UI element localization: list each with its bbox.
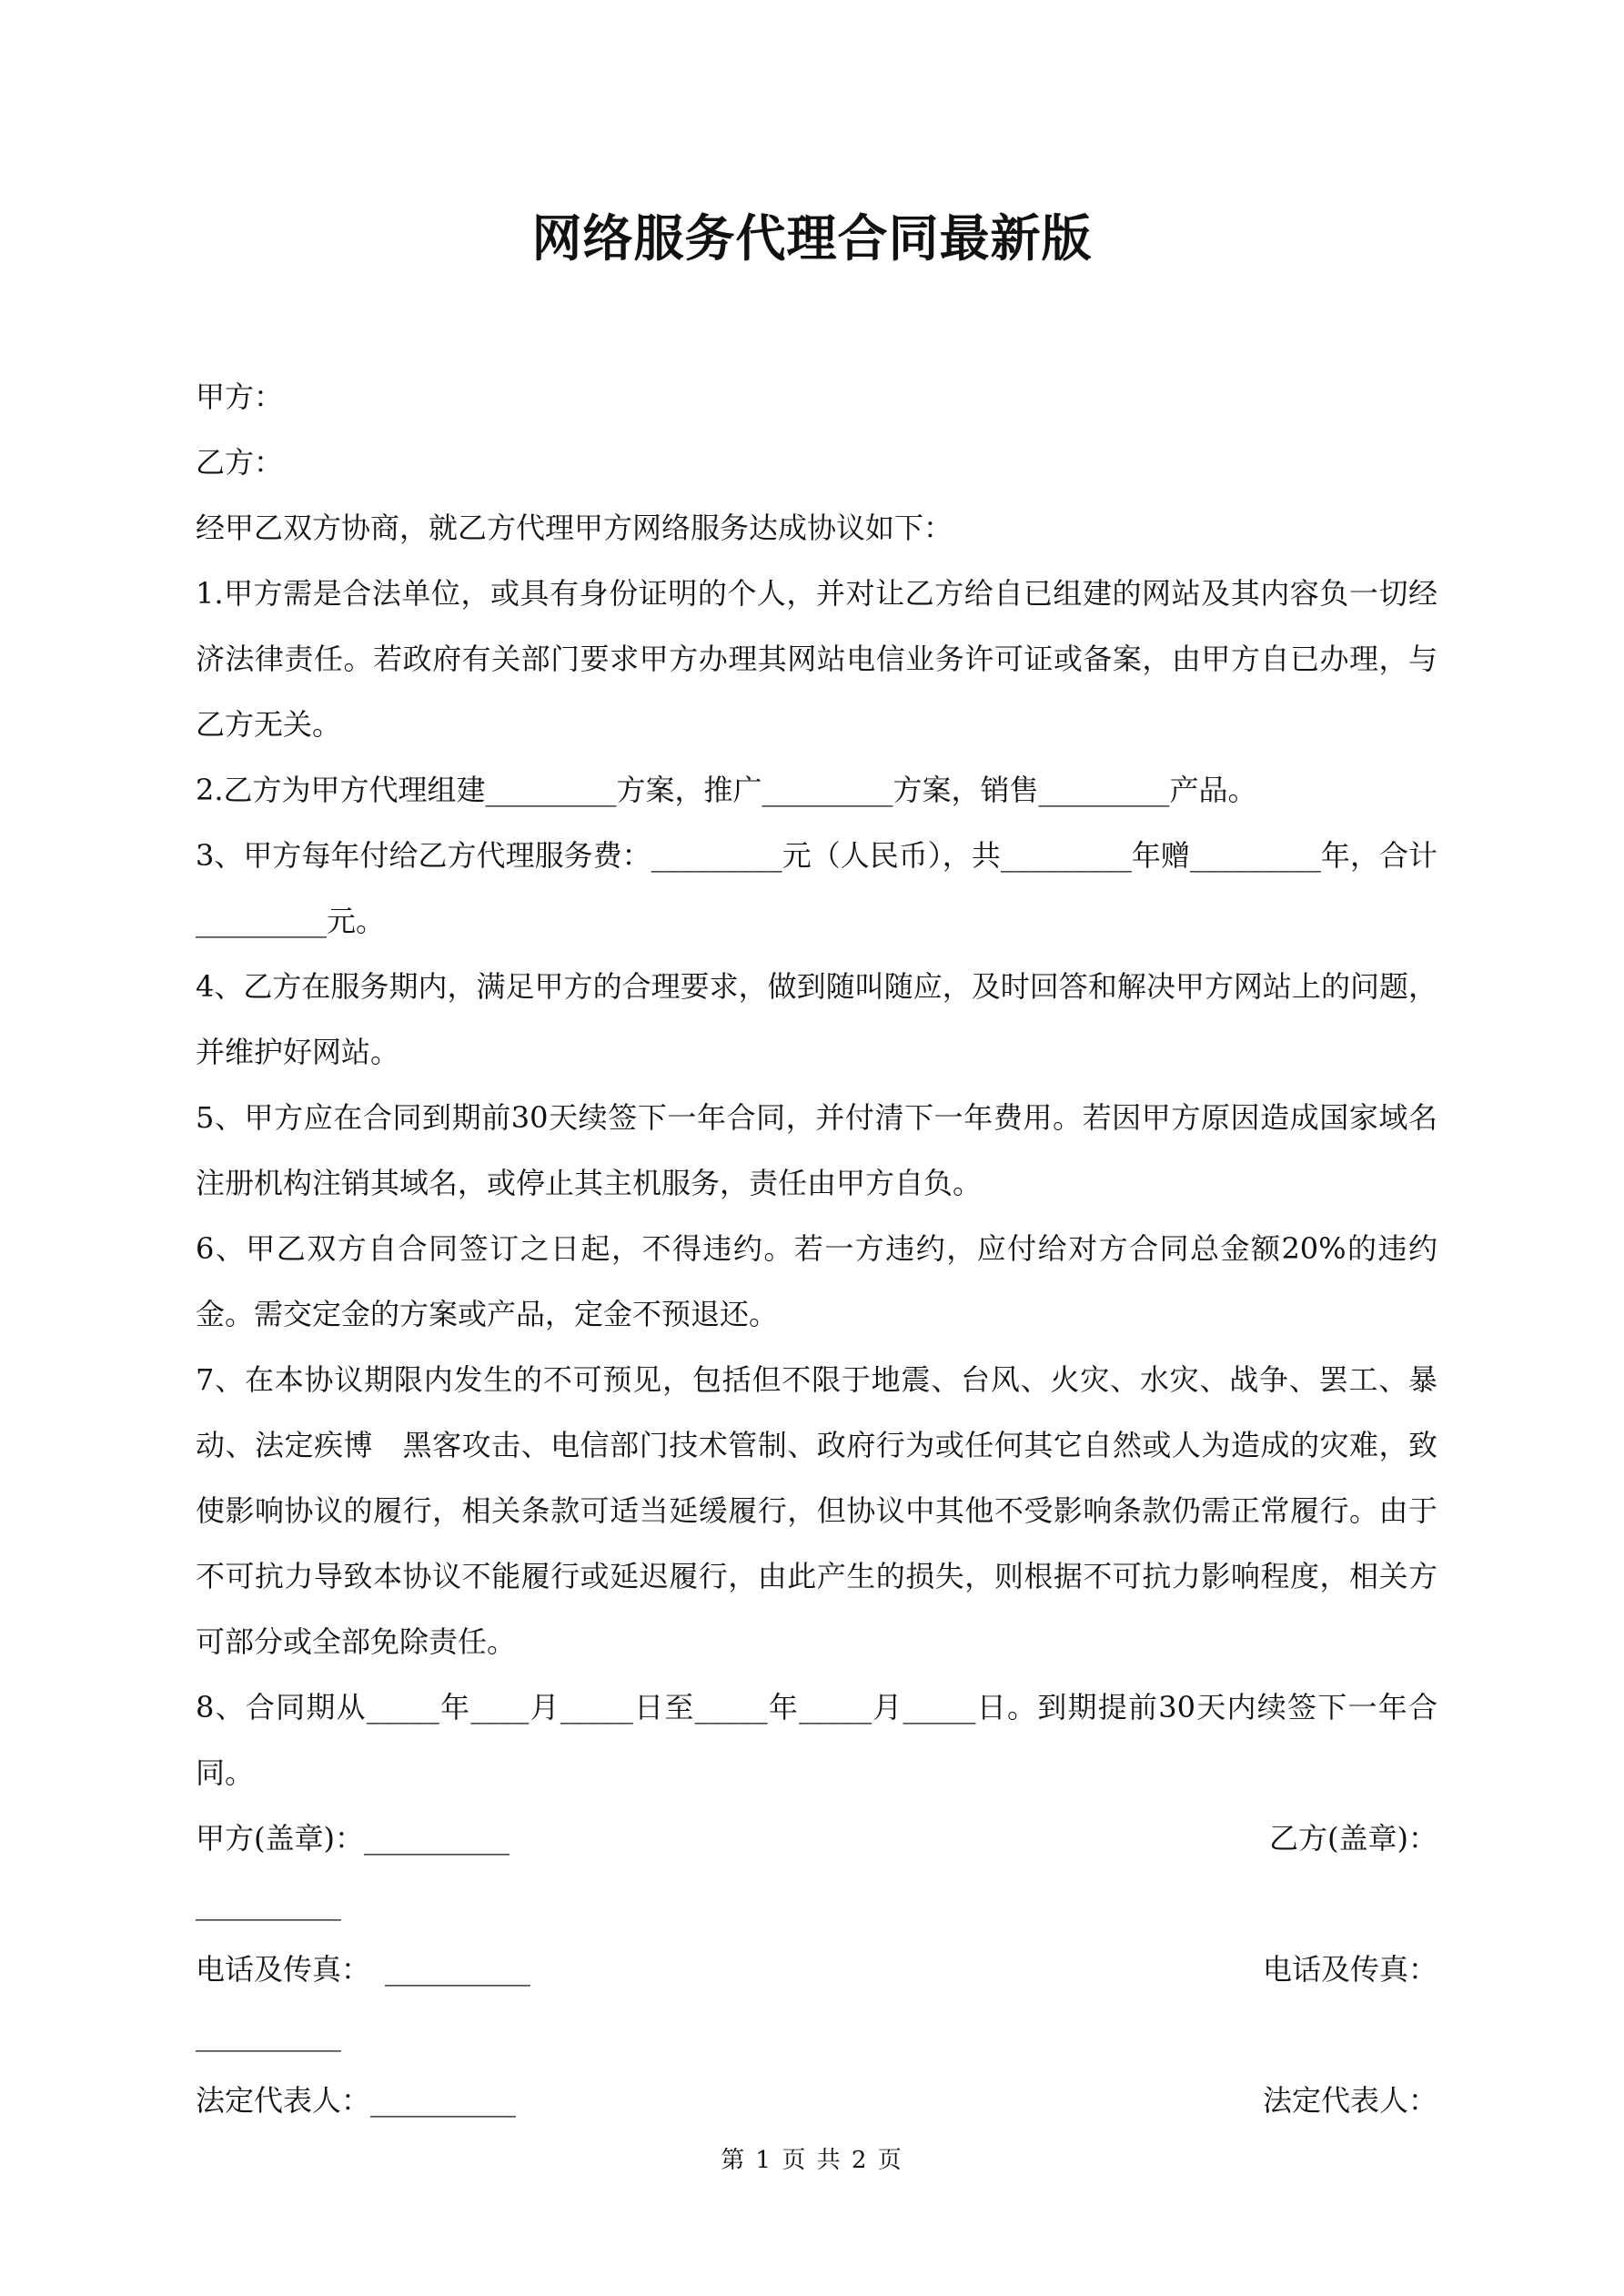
party-a-seal: 甲方(盖章)：__________ [196, 1821, 509, 1856]
document-body [196, 364, 1437, 2133]
party-a-line: 甲方： [196, 379, 284, 414]
preamble: 经甲乙双方协商，就乙方代理甲方网络服务达成协议如下： [196, 511, 953, 545]
party-b-line: 乙方： [196, 445, 284, 480]
clause-5: 5、甲方应在合同到期前30天续签下一年合同，并付清下一年费用。若因甲方原因造成国家域名注册机构注销其域名，或停止其主机服务，责任由甲方自负。 [196, 1100, 1437, 1200]
party-b-seal: 乙方(盖章)： [1269, 1821, 1437, 1856]
party-b-phone-fax: 电话及传真： [1262, 1952, 1437, 1987]
clause-8: 8、合同期从_____年____月_____日至_____年_____月_____日。到期提前30天内续签下一年合同。 [196, 1690, 1437, 1790]
party-b-seal-blank: __________ [196, 1886, 341, 1921]
page-number-footer: 第 1 页 共 2 页 [721, 2147, 903, 2174]
clause-1: 1.甲方需是合法单位，或具有身份证明的个人，并对让乙方给自已组建的网站及其内容负一切经济法律责任。若政府有关部门要求甲方办理其网站电信业务许可证或备案，由甲方自已办理，与乙方无关。 [196, 576, 1437, 742]
signature-row-seal [196, 1805, 1437, 1871]
signature-row-phone [196, 1937, 1437, 2002]
party-b-representative: 法定代表人： [1262, 2083, 1437, 2118]
clause-6: 6、甲乙双方自合同签订之日起，不得违约。若一方违约，应付给对方合同总金额20%的违约金。需交定金的方案或产品，定金不预退还。 [196, 1231, 1437, 1331]
clause-4: 4、乙方在服务期内，满足甲方的合理要求，做到随叫随应，及时回答和解决甲方网站上的问题，并维护好网站。 [196, 969, 1437, 1069]
document-title: 网络服务代理合同最新版 [531, 208, 1093, 268]
clause-2: 2.乙方为甲方代理组建_________方案，推广_________方案，销售_________产品。 [196, 773, 1257, 807]
party-b-phone-blank: __________ [196, 2018, 341, 2052]
signature-row-representative [196, 2068, 1437, 2133]
party-a-representative: 法定代表人：__________ [196, 2083, 517, 2118]
clause-7: 7、在本协议期限内发生的不可预见，包括但不限于地震、台风、火灾、水灾、战争、罢工、暴动、法定疾博 黑客攻击、电信部门技术管制、政府行为或任何其它自然或人为造成的灾难，致使影响协议的履行，相关条款可适当延缓履行，但协议中其他不受影响条款仍需正常履行。由于不可抗力导致本协议不能履行或延迟履行，由此产生的损失，则根据不可抗力影响程度，相关方可部分或全部免除责任。 [196, 1362, 1437, 1659]
party-a-phone-fax: 电话及传真： __________ [196, 1952, 531, 1987]
clause-3: 3、甲方每年付给乙方代理服务费：_________元（人民币），共_________年赠_________年，合计_________元。 [196, 838, 1437, 938]
